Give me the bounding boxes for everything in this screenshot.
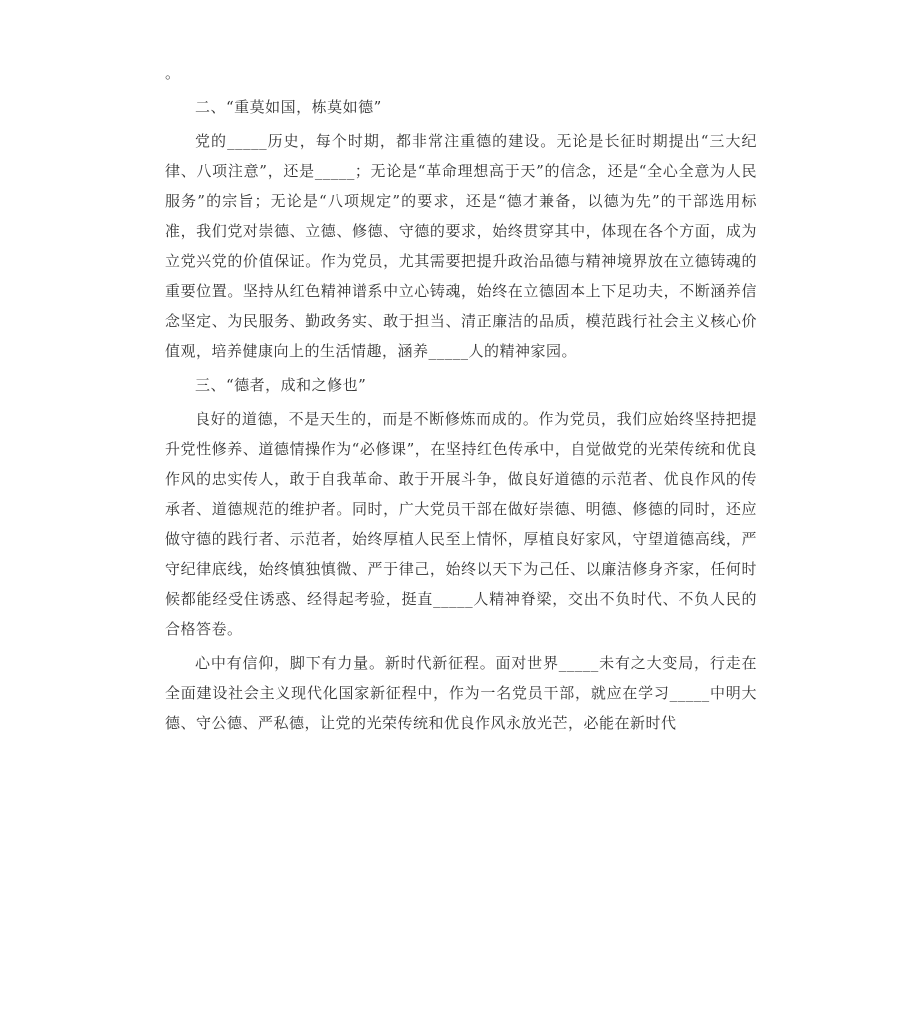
section-heading-3: 三、“德者，成和之修也” [195,376,367,394]
lead-fragment: 。 [165,64,181,82]
document-body [165,58,757,742]
section-3-paragraph-2: 心中有信仰，脚下有力量。新时代新征程。面对世界_____未有之大变局，行走在全面建设社会主义现代化国家新征程中，作为一名党员干部，就应在学习_____中明大德、守公德、严私德，让党的光荣传统和优良作风永放光芒，必能在新时代 [165,654,757,732]
section-3-paragraph-1: 良好的道德，不是天生的，而是不断修炼而成的。作为党员，我们应始终坚持把提升党性修养、道德情操作为“必修课”，在坚持红色传承中，自觉做党的光荣传统和优良作风的忠实传人，敢于自我革命、敢于开展斗争，做良好道德的示范者、优良作风的传承者、道德规范的维护者。同时，广大党员干部在做好崇德、明德、修德的同时，还应做守德的践行者、示范者，始终厚植人民至上情怀，厚植良好家风，守望道德高线，严守纪律底线，始终慎独慎微、严于律己，始终以天下为己任、以廉洁修身齐家，任何时候都能经受住诱惑、经得起考验，挺直_____人精神脊梁，交出不负时代、不负人民的合格答卷。 [165,410,757,638]
section-heading-2: 二、“重莫如国，栋莫如德” [195,98,382,116]
section-2-paragraph: 党的_____历史，每个时期，都非常注重德的建设。无论是长征时期提出“三大纪律、八项注意”，还是_____；无论是“革命理想高于天”的信念，还是“全心全意为人民服务”的宗旨；无论是“八项规定”的要求，还是“德才兼备，以德为先”的干部选用标准，我们党对崇德、立德、修德、守德的要求，始终贯穿其中，体现在各个方面，成为立党兴党的价值保证。作为党员，尤其需要把提升政治品德与精神境界放在立德铸魂的重要位置。坚持从红色精神谱系中立心铸魂，始终在立德固本上下足功夫，不断涵养信念坚定、为民服务、勤政务实、敢于担当、清正廉洁的品质，模范践行社会主义核心价值观，培养健康向上的生活情趣，涵养_____人的精神家园。 [165,132,757,360]
